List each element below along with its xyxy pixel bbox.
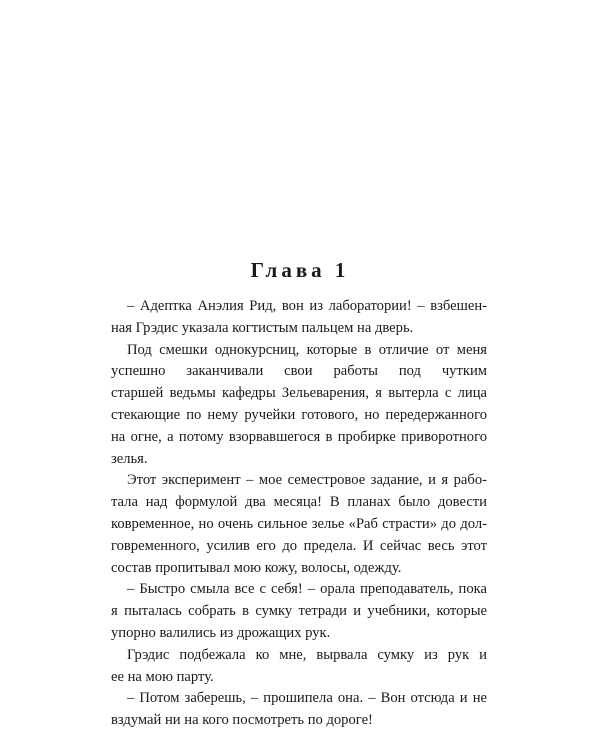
text-line: ная Грэдис указала когтистым пальцем на дверь. — [111, 319, 414, 336]
paragraph-5 — [111, 645, 487, 689]
paragraph-1 — [111, 296, 487, 340]
text-line: – Потом заберешь, – прошипела она. – Вон отсюда и не — [127, 690, 487, 707]
paragraph-2 — [111, 340, 487, 471]
text-line: я пыталась собрать в сумку тетради и учебники, которые — [111, 603, 487, 620]
text-line: тала над формулой два месяца! В планах было довести — [111, 494, 487, 511]
text-line: на огне, а потому взорвавшегося в пробирке приворотного — [111, 428, 487, 445]
paragraph-4 — [111, 579, 487, 644]
text-line: вздумай ни на кого посмотреть по дороге! — [111, 712, 373, 729]
text-line: стекающие по нему ручейки готового, но передержанного — [111, 406, 487, 423]
text-line: успешно заканчивали свои работы под чутким — [111, 363, 487, 380]
chapter-title: Глава 1 — [250, 258, 350, 282]
text-line: Под смешки однокурсниц, которые в отличие от меня — [127, 341, 487, 358]
text-line: – Адептка Анэлия Рид, вон из лаборатории! – взбешен- — [127, 298, 487, 314]
text-line: старшей ведьмы кафедры Зельеварения, я вытерла с лица — [111, 385, 487, 402]
text-line: зелья. — [111, 450, 148, 467]
text-line: ковременное, но очень сильное зелье «Раб страсти» до дол- — [111, 515, 487, 532]
text-line: Этот эксперимент – мое семестровое задание, и я рабо- — [127, 472, 487, 489]
text-line: – Быстро смыла все с себя! – орала преподаватель, пока — [127, 581, 487, 598]
text-line: упорно валились из дрожащих рук. — [111, 624, 331, 641]
paragraph-6 — [111, 688, 487, 732]
text-line: состав пропитывал мою кожу, волосы, одежду. — [111, 559, 402, 576]
text-line: Грэдис подбежала ко мне, вырвала сумку из рук и — [127, 646, 487, 663]
chapter-text — [111, 296, 487, 732]
paragraph-3 — [111, 470, 487, 579]
text-line: ее на мою парту. — [111, 668, 214, 685]
text-line: говременного, усилив его до предела. И сейчас весь этот — [111, 537, 487, 554]
